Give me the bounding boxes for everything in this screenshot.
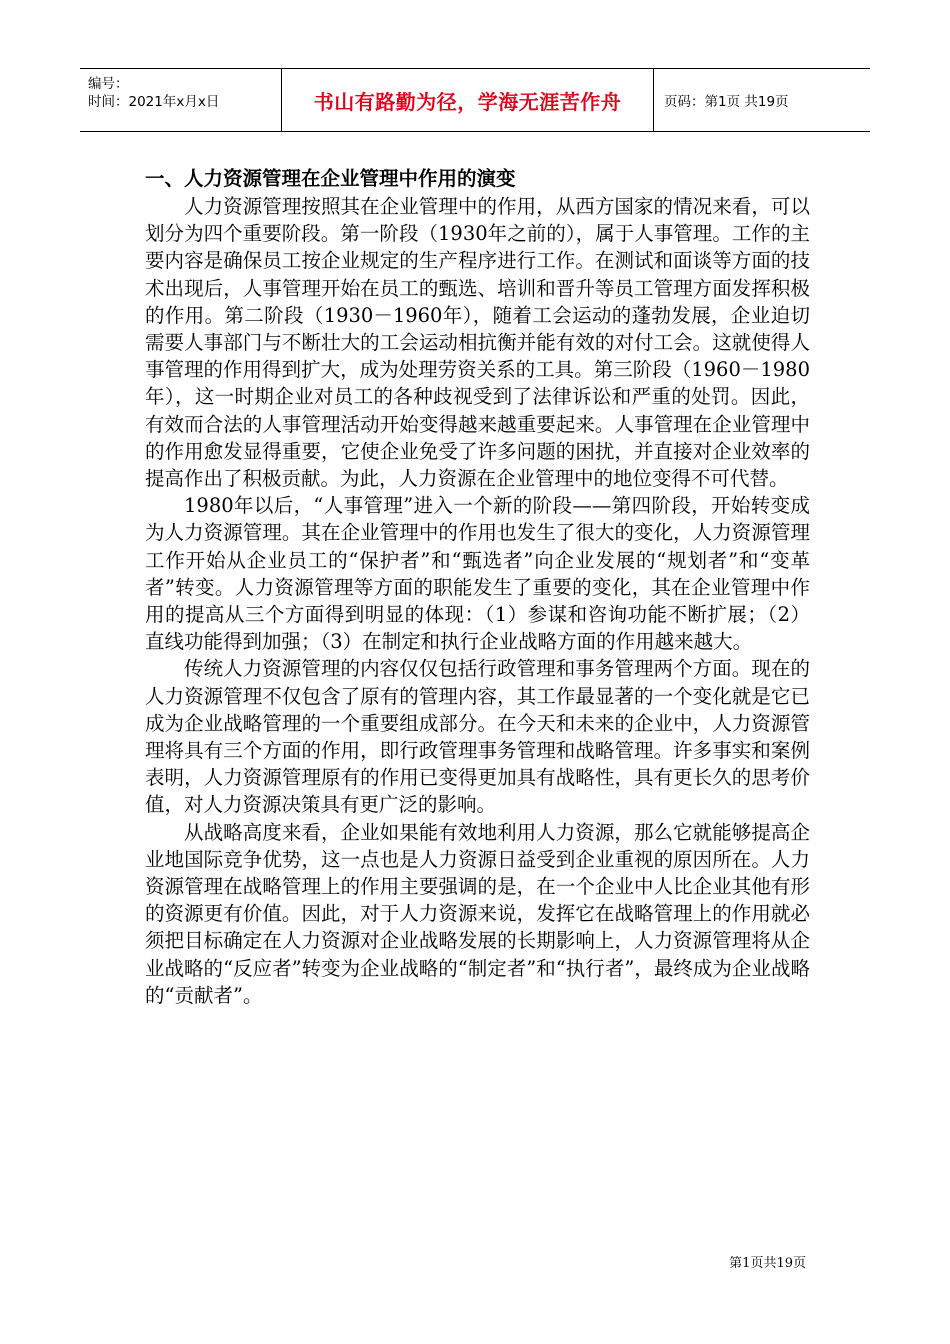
header-motto: 书山有路勤为径，学海无涯苦作舟 [282, 69, 654, 131]
header-page-info: 页码：第1页 共19页 [664, 94, 789, 110]
header-meta [80, 69, 282, 131]
paragraph-4: 从战略高度来看，企业如果能有效地利用人力资源，那么它就能够提高企业地国际竞争优势，这一点也是人力资源日益受到企业重视的原因所在。人力资源管理在战略管理上的作用主要强调的是，在一个企业中人比企业其他有形的资源更有价值。因此，对于人力资源来说，发挥它在战略管理上的作用就必须把目标确定在人力资源对企业战略发展的长期影响上，人力资源管理将从企业战略的“反应者”转变为企业战略的“制定者”和“执行者”，最终成为企业战略的“贡献者”。 [145, 820, 810, 1007]
date-label: 时间：2021年x月x日 [88, 94, 220, 110]
article-body [145, 165, 810, 1009]
number-label: 编号： [88, 76, 129, 92]
paragraph-3: 传统人力资源管理的内容仅仅包括行政管理和事务管理两个方面。现在的人力资源管理不仅包含了原有的管理内容，其工作最显著的一个变化就是它已成为企业战略管理的一个重要组成部分。在今天和未来的企业中，人力资源管理将具有三个方面的作用，即行政管理事务管理和战略管理。许多事实和案例表明，人力资源管理原有的作用已变得更加具有战略性，具有更长久的思考价值，对人力资源决策具有更广泛的影响。 [145, 657, 810, 817]
paragraph-2: 1980年以后，“人事管理”进入一个新的阶段——第四阶段，开始转变成为人力资源管理。其在企业管理中的作用也发生了很大的变化，人力资源管理工作开始从企业员工的“保护者”和“甄选者”向企业发展的“规划者”和“变革者”转变。人力资源管理等方面的职能发生了重要的变化，其在企业管理中作用的提高从三个方面得到明显的体现：（1）参谋和咨询功能不断扩展；（2）直线功能得到加强；（3）在制定和执行企业战略方面的作用越来越大。 [145, 494, 810, 654]
section-heading: 一、人力资源管理在企业管理中作用的演变 [145, 167, 516, 190]
page-header [80, 68, 870, 132]
page-footer: 第1页共19页 [729, 1256, 806, 1271]
paragraph-1: 人力资源管理按照其在企业管理中的作用，从西方国家的情况来看，可以划分为四个重要阶段。第一阶段（1930年之前的），属于人事管理。工作的主要内容是确保员工按企业规定的生产程序进行工作。在测试和面谈等方面的技术出现后，人事管理开始在员工的甄选、培训和晋升等员工管理方面发挥积极的作用。第二阶段（1930－1960年），随着工会运动的蓬勃发展，企业迫切需要人事部门与不断壮大的工会运动相抗衡并能有效的对付工会。这就使得人事管理的作用得到扩大，成为处理劳资关系的工具。第三阶段（1960－1980年），这一时期企业对员工的各种歧视受到了法律诉讼和严重的处罚。因此，有效而合法的人事管理活动开始变得越来越重要起来。人事管理在企业管理中的作用愈发显得重要，它使企业免受了许多问题的困扰，并直接对企业效率的提高作出了积极贡献。为此，人力资源在企业管理中的地位变得不可代替。 [145, 195, 810, 491]
